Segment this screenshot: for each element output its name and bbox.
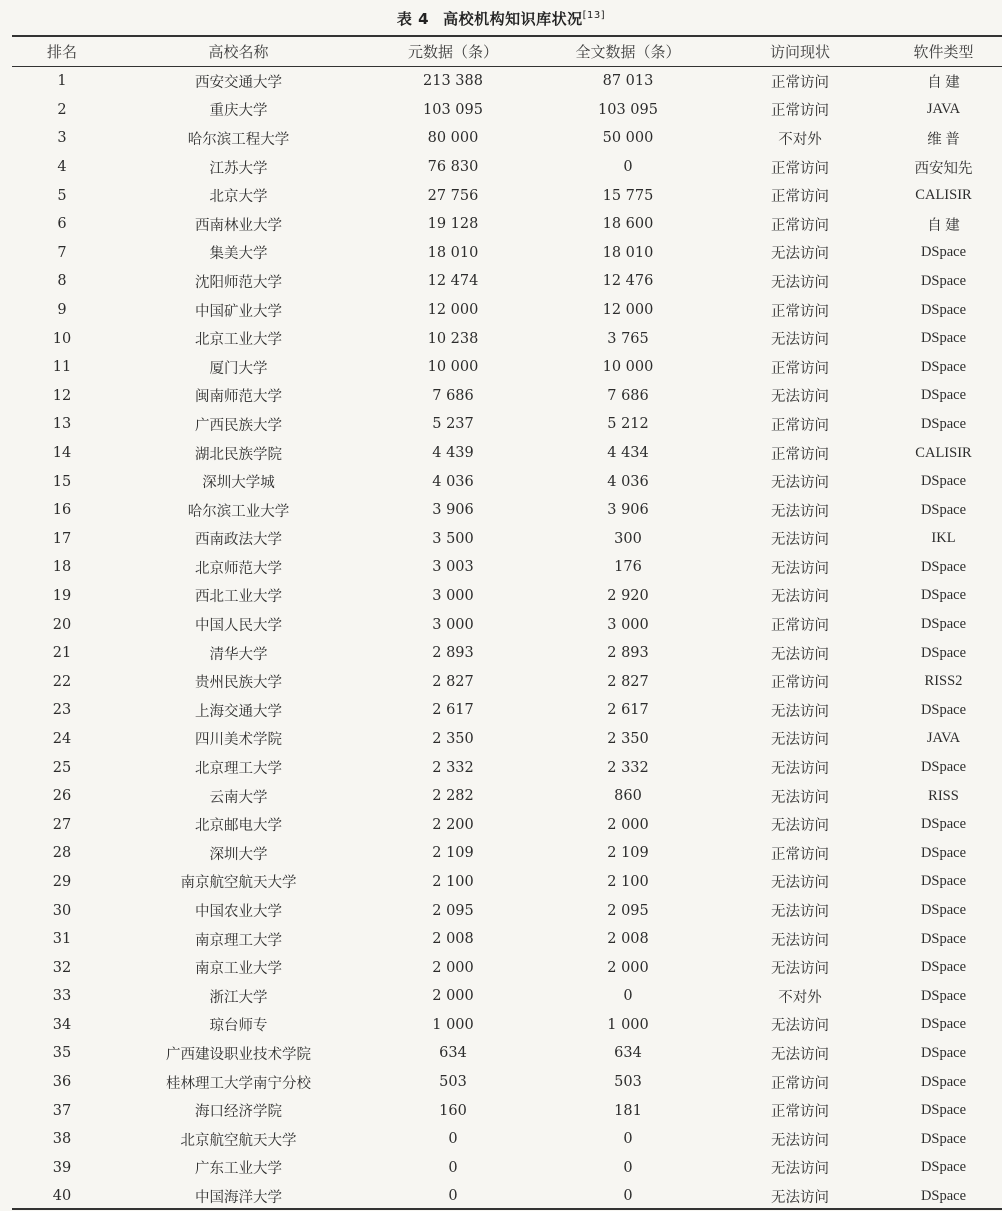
- software-type-cell: DSpace: [920, 501, 967, 518]
- rank-cell: 35: [52, 1045, 72, 1062]
- fulltext-count-cell: 12 476: [602, 273, 654, 290]
- metadata-count-cell: 634: [439, 1045, 467, 1062]
- metadata-count-cell: 80 000: [427, 130, 479, 147]
- table-row: [12, 810, 1002, 839]
- fulltext-count-cell: 18 010: [602, 244, 654, 261]
- table-row: [12, 1068, 1002, 1097]
- university-cell: 北京师范大学: [195, 560, 282, 577]
- table-header: [12, 37, 1002, 66]
- fulltext-count-cell: 503: [614, 1074, 642, 1091]
- metadata-count-cell: 2 095: [432, 902, 474, 919]
- university-cell: 北京航空航天大学: [180, 1132, 297, 1149]
- access-status-cell: 无法访问: [771, 1161, 829, 1178]
- access-status-cell: 正常访问: [771, 846, 829, 863]
- access-status-cell: 无法访问: [771, 875, 829, 892]
- column-header-university: 高校名称: [208, 43, 269, 61]
- metadata-count-cell: 160: [439, 1102, 467, 1119]
- access-status-cell: 正常访问: [771, 417, 829, 434]
- table-row: [12, 1154, 1002, 1183]
- fulltext-count-cell: 2 100: [607, 873, 649, 890]
- fulltext-count-cell: 2 008: [607, 931, 649, 948]
- university-cell: 闽南师范大学: [195, 389, 282, 406]
- fulltext-count-cell: 634: [614, 1045, 642, 1062]
- access-status-cell: 正常访问: [771, 74, 829, 91]
- fulltext-count-cell: 2 920: [607, 587, 649, 604]
- metadata-count-cell: 76 830: [427, 159, 479, 176]
- software-type-cell: DSpace: [920, 930, 967, 947]
- metadata-count-cell: 2 200: [432, 816, 474, 833]
- access-status-cell: 正常访问: [771, 618, 829, 635]
- access-status-cell: 无法访问: [771, 532, 829, 549]
- metadata-count-cell: 3 906: [432, 502, 474, 519]
- access-status-cell: 正常访问: [771, 217, 829, 234]
- access-status-cell: 不对外: [778, 989, 822, 1006]
- access-status-cell: 无法访问: [771, 646, 829, 663]
- table-row: [12, 353, 1002, 382]
- access-status-cell: 正常访问: [771, 160, 829, 177]
- software-type-cell: DSpace: [920, 358, 967, 375]
- rank-cell: 26: [52, 788, 72, 805]
- fulltext-count-cell: 3 765: [607, 330, 649, 347]
- metadata-count-cell: 4 036: [432, 473, 474, 490]
- software-type-cell: CALISIR: [915, 187, 972, 204]
- fulltext-count-cell: 2 827: [607, 673, 649, 690]
- table-number: 表 4: [396, 10, 430, 28]
- university-cell: 清华大学: [209, 646, 268, 663]
- fulltext-count-cell: 0: [623, 1131, 633, 1148]
- fulltext-count-cell: 1 000: [607, 1016, 649, 1033]
- fulltext-count-cell: 0: [623, 1159, 633, 1176]
- rank-cell: 10: [52, 330, 72, 347]
- university-cell: 北京理工大学: [195, 761, 282, 778]
- metadata-count-cell: 4 439: [432, 445, 474, 462]
- university-cell: 广西建设职业技术学院: [166, 1046, 311, 1063]
- access-status-cell: 正常访问: [771, 103, 829, 120]
- table-row: [12, 324, 1002, 353]
- table-row: [12, 1182, 1002, 1211]
- column-header-access: 访问现状: [769, 43, 830, 61]
- table-row: [12, 210, 1002, 239]
- table-body: [12, 66, 1002, 1211]
- access-status-cell: 无法访问: [771, 389, 829, 406]
- access-status-cell: 无法访问: [771, 274, 829, 291]
- column-header-software: 软件类型: [913, 43, 974, 61]
- metadata-count-cell: 10 000: [427, 359, 479, 376]
- fulltext-count-cell: 15 775: [602, 187, 654, 204]
- fulltext-count-cell: 0: [623, 159, 633, 176]
- fulltext-count-cell: 2 095: [607, 902, 649, 919]
- access-status-cell: 无法访问: [771, 332, 829, 349]
- metadata-count-cell: 2 100: [432, 873, 474, 890]
- fulltext-count-cell: 2 350: [607, 730, 649, 747]
- access-status-cell: 无法访问: [771, 503, 829, 520]
- table-row: [12, 982, 1002, 1011]
- rank-cell: 15: [52, 473, 72, 490]
- table-row: [12, 1039, 1002, 1068]
- rank-cell: 28: [52, 845, 72, 862]
- table-row: [12, 1096, 1002, 1125]
- table-row: [12, 868, 1002, 897]
- table-row: [12, 1125, 1002, 1154]
- software-type-cell: IKL: [931, 530, 956, 547]
- access-status-cell: 无法访问: [771, 475, 829, 492]
- rank-cell: 8: [57, 273, 67, 290]
- fulltext-count-cell: 2 109: [607, 845, 649, 862]
- university-cell: 深圳大学: [209, 846, 268, 863]
- university-cell: 江苏大学: [209, 160, 268, 177]
- rank-cell: 19: [52, 587, 72, 604]
- access-status-cell: 无法访问: [771, 761, 829, 778]
- citation-ref: [13]: [582, 10, 606, 21]
- header-row: [12, 37, 1002, 66]
- metadata-count-cell: 0: [448, 1131, 458, 1148]
- university-cell: 西北工业大学: [195, 589, 282, 606]
- table-row: [12, 1011, 1002, 1040]
- metadata-count-cell: 19 128: [427, 216, 479, 233]
- table-row: [12, 753, 1002, 782]
- university-cell: 西南政法大学: [195, 532, 282, 549]
- rank-cell: 38: [52, 1131, 72, 1148]
- metadata-count-cell: 213 388: [423, 73, 483, 90]
- rank-cell: 6: [57, 216, 67, 233]
- access-status-cell: 无法访问: [771, 589, 829, 606]
- fulltext-count-cell: 3 906: [607, 502, 649, 519]
- access-status-cell: 无法访问: [771, 932, 829, 949]
- university-cell: 云南大学: [209, 789, 268, 806]
- fulltext-count-cell: 0: [623, 988, 633, 1005]
- fulltext-count-cell: 300: [614, 530, 642, 547]
- software-type-cell: 自 建: [927, 74, 960, 91]
- rank-cell: 30: [52, 902, 72, 919]
- metadata-count-cell: 2 893: [432, 645, 474, 662]
- rank-cell: 18: [52, 559, 72, 576]
- software-type-cell: RISS: [928, 787, 959, 804]
- metadata-count-cell: 103 095: [423, 101, 483, 118]
- access-status-cell: 无法访问: [771, 961, 829, 978]
- table-row: [12, 296, 1002, 325]
- software-type-cell: DSpace: [920, 644, 967, 661]
- fulltext-count-cell: 2 000: [607, 816, 649, 833]
- table-row: [12, 525, 1002, 554]
- access-status-cell: 正常访问: [771, 1104, 829, 1121]
- university-cell: 哈尔滨工程大学: [187, 131, 290, 148]
- access-status-cell: 正常访问: [771, 360, 829, 377]
- university-cell: 上海交通大学: [195, 703, 282, 720]
- table-title: 高校机构知识库状况: [443, 10, 583, 28]
- access-status-cell: 无法访问: [771, 1046, 829, 1063]
- software-type-cell: DSpace: [920, 616, 967, 633]
- rank-cell: 5: [57, 187, 67, 204]
- fulltext-count-cell: 4 036: [607, 473, 649, 490]
- metadata-count-cell: 12 474: [427, 273, 479, 290]
- metadata-count-cell: 18 010: [427, 244, 479, 261]
- access-status-cell: 无法访问: [771, 904, 829, 921]
- table-row: [12, 410, 1002, 439]
- metadata-count-cell: 2 008: [432, 931, 474, 948]
- fulltext-count-cell: 5 212: [607, 416, 649, 433]
- access-status-cell: 正常访问: [771, 1075, 829, 1092]
- rank-cell: 11: [52, 359, 72, 376]
- table-row: [12, 953, 1002, 982]
- metadata-count-cell: 2 000: [432, 988, 474, 1005]
- table-row: [12, 153, 1002, 182]
- rank-cell: 3: [57, 130, 67, 147]
- access-status-cell: 无法访问: [771, 1189, 829, 1206]
- university-cell: 贵州民族大学: [195, 675, 282, 692]
- university-cell: 深圳大学城: [202, 475, 275, 492]
- access-status-cell: 不对外: [778, 131, 822, 148]
- rank-cell: 14: [52, 445, 72, 462]
- table-row: [12, 239, 1002, 268]
- metadata-count-cell: 27 756: [427, 187, 479, 204]
- table-row: [12, 467, 1002, 496]
- software-type-cell: DSpace: [920, 1044, 967, 1061]
- rank-cell: 23: [52, 702, 72, 719]
- table-row: [12, 267, 1002, 296]
- university-cell: 西安交通大学: [195, 74, 282, 91]
- software-type-cell: DSpace: [920, 902, 967, 919]
- table-caption: [0, 8, 1002, 29]
- software-type-cell: DSpace: [920, 587, 967, 604]
- table-row: [12, 582, 1002, 611]
- metadata-count-cell: 12 000: [427, 302, 479, 319]
- access-status-cell: 无法访问: [771, 732, 829, 749]
- fulltext-count-cell: 3 000: [607, 616, 649, 633]
- university-cell: 厦门大学: [209, 360, 268, 377]
- software-type-cell: DSpace: [920, 558, 967, 575]
- metadata-count-cell: 2 109: [432, 845, 474, 862]
- metadata-count-cell: 3 500: [432, 530, 474, 547]
- metadata-count-cell: 2 350: [432, 730, 474, 747]
- metadata-count-cell: 2 827: [432, 673, 474, 690]
- software-type-cell: DSpace: [920, 330, 967, 347]
- software-type-cell: DSpace: [920, 844, 967, 861]
- university-cell: 中国矿业大学: [195, 303, 282, 320]
- software-type-cell: 维 普: [927, 131, 960, 148]
- university-cell: 北京大学: [209, 189, 268, 206]
- university-cell: 南京工业大学: [195, 961, 282, 978]
- table-row: [12, 839, 1002, 868]
- software-type-cell: DSpace: [920, 1130, 967, 1147]
- table-row: [12, 553, 1002, 582]
- table-row: [12, 96, 1002, 125]
- access-status-cell: 正常访问: [771, 675, 829, 692]
- metadata-count-cell: 3 003: [432, 559, 474, 576]
- software-type-cell: DSpace: [920, 387, 967, 404]
- rank-cell: 12: [52, 387, 72, 404]
- rank-cell: 2: [57, 101, 67, 118]
- rank-cell: 40: [52, 1188, 72, 1205]
- fulltext-count-cell: 2 000: [607, 959, 649, 976]
- metadata-count-cell: 7 686: [432, 387, 474, 404]
- university-cell: 广东工业大学: [195, 1161, 282, 1178]
- fulltext-count-cell: 181: [614, 1102, 642, 1119]
- software-type-cell: DSpace: [920, 272, 967, 289]
- software-type-cell: DSpace: [920, 1016, 967, 1033]
- university-cell: 中国人民大学: [195, 618, 282, 635]
- access-status-cell: 无法访问: [771, 818, 829, 835]
- fulltext-count-cell: 10 000: [602, 359, 654, 376]
- fulltext-count-cell: 103 095: [598, 101, 658, 118]
- rank-cell: 27: [52, 816, 72, 833]
- metadata-count-cell: 503: [439, 1074, 467, 1091]
- table-row: [12, 696, 1002, 725]
- university-cell: 重庆大学: [209, 103, 268, 120]
- rank-cell: 21: [52, 645, 72, 662]
- metadata-count-cell: 2 617: [432, 702, 474, 719]
- rank-cell: 17: [52, 530, 72, 547]
- software-type-cell: 西安知先: [914, 160, 973, 177]
- software-type-cell: DSpace: [920, 959, 967, 976]
- university-cell: 广西民族大学: [195, 417, 282, 434]
- rank-cell: 36: [52, 1074, 72, 1091]
- university-cell: 浙江大学: [209, 989, 268, 1006]
- fulltext-count-cell: 0: [623, 1188, 633, 1205]
- access-status-cell: 无法访问: [771, 1018, 829, 1035]
- table-row: [12, 725, 1002, 754]
- university-cell: 沈阳师范大学: [195, 274, 282, 291]
- column-header-fulltext: 全文数据（条）: [575, 43, 681, 61]
- university-cell: 四川美术学院: [195, 732, 282, 749]
- university-cell: 海口经济学院: [195, 1104, 282, 1121]
- software-type-cell: DSpace: [920, 759, 967, 776]
- access-status-cell: 无法访问: [771, 703, 829, 720]
- metadata-count-cell: 3 000: [432, 616, 474, 633]
- table-row: [12, 66, 1002, 96]
- software-type-cell: JAVA: [926, 730, 961, 747]
- university-cell: 湖北民族学院: [195, 446, 282, 463]
- column-header-metadata: 元数据（条）: [407, 43, 498, 61]
- rank-cell: 1: [57, 73, 67, 90]
- software-type-cell: DSpace: [920, 816, 967, 833]
- access-status-cell: 无法访问: [771, 560, 829, 577]
- rank-cell: 25: [52, 759, 72, 776]
- access-status-cell: 正常访问: [771, 446, 829, 463]
- software-type-cell: CALISIR: [915, 444, 972, 461]
- table-row: [12, 782, 1002, 811]
- table-row: [12, 667, 1002, 696]
- software-type-cell: DSpace: [920, 1187, 967, 1204]
- rank-cell: 32: [52, 959, 72, 976]
- software-type-cell: DSpace: [920, 301, 967, 318]
- university-cell: 集美大学: [209, 246, 268, 263]
- university-cell: 北京邮电大学: [195, 818, 282, 835]
- rank-cell: 22: [52, 673, 72, 690]
- software-type-cell: DSpace: [920, 473, 967, 490]
- software-type-cell: 自 建: [927, 217, 960, 234]
- access-status-cell: 无法访问: [771, 246, 829, 263]
- access-status-cell: 正常访问: [771, 303, 829, 320]
- table-row: [12, 181, 1002, 210]
- rank-cell: 24: [52, 730, 72, 747]
- software-type-cell: DSpace: [920, 873, 967, 890]
- university-cell: 琼台师专: [209, 1018, 268, 1035]
- metadata-count-cell: 5 237: [432, 416, 474, 433]
- table-row: [12, 639, 1002, 668]
- rank-cell: 20: [52, 616, 72, 633]
- table-row: [12, 925, 1002, 954]
- fulltext-count-cell: 2 617: [607, 702, 649, 719]
- table-row: [12, 124, 1002, 153]
- software-type-cell: DSpace: [920, 244, 967, 261]
- university-cell: 北京工业大学: [195, 332, 282, 349]
- metadata-count-cell: 2 282: [432, 788, 474, 805]
- fulltext-count-cell: 7 686: [607, 387, 649, 404]
- software-type-cell: DSpace: [920, 1102, 967, 1119]
- rank-cell: 13: [52, 416, 72, 433]
- university-cell: 南京航空航天大学: [180, 875, 297, 892]
- rank-cell: 37: [52, 1102, 72, 1119]
- rank-cell: 9: [57, 302, 67, 319]
- rank-cell: 34: [52, 1016, 72, 1033]
- fulltext-count-cell: 50 000: [602, 130, 654, 147]
- fulltext-count-cell: 18 600: [602, 216, 654, 233]
- column-header-rank: 排名: [46, 43, 77, 61]
- software-type-cell: DSpace: [920, 1159, 967, 1176]
- metadata-count-cell: 3 000: [432, 587, 474, 604]
- software-type-cell: DSpace: [920, 701, 967, 718]
- university-cell: 桂林理工大学南宁分校: [166, 1075, 311, 1092]
- fulltext-count-cell: 4 434: [607, 445, 649, 462]
- access-status-cell: 无法访问: [771, 789, 829, 806]
- fulltext-count-cell: 176: [614, 559, 642, 576]
- access-status-cell: 无法访问: [771, 1132, 829, 1149]
- software-type-cell: JAVA: [926, 101, 961, 118]
- university-cell: 南京理工大学: [195, 932, 282, 949]
- rank-cell: 16: [52, 502, 72, 519]
- university-cell: 中国农业大学: [195, 904, 282, 921]
- metadata-count-cell: 1 000: [432, 1016, 474, 1033]
- table-row: [12, 439, 1002, 468]
- rank-cell: 39: [52, 1159, 72, 1176]
- software-type-cell: DSpace: [920, 415, 967, 432]
- fulltext-count-cell: 87 013: [602, 73, 654, 90]
- table-row: [12, 610, 1002, 639]
- access-status-cell: 正常访问: [771, 189, 829, 206]
- university-cell: 中国海洋大学: [195, 1189, 282, 1206]
- rank-cell: 31: [52, 931, 72, 948]
- fulltext-count-cell: 2 332: [607, 759, 649, 776]
- table-row: [12, 896, 1002, 925]
- metadata-count-cell: 2 332: [432, 759, 474, 776]
- rank-cell: 33: [52, 988, 72, 1005]
- university-cell: 哈尔滨工业大学: [187, 503, 290, 520]
- table-row: [12, 496, 1002, 525]
- repository-table: [12, 37, 1002, 1211]
- software-type-cell: DSpace: [920, 1073, 967, 1090]
- metadata-count-cell: 0: [448, 1159, 458, 1176]
- university-cell: 西南林业大学: [195, 217, 282, 234]
- fulltext-count-cell: 12 000: [602, 302, 654, 319]
- metadata-count-cell: 0: [448, 1188, 458, 1205]
- fulltext-count-cell: 2 893: [607, 645, 649, 662]
- rank-cell: 29: [52, 873, 72, 890]
- rank-cell: 7: [57, 244, 67, 261]
- rank-cell: 4: [57, 159, 67, 176]
- table-row: [12, 382, 1002, 411]
- metadata-count-cell: 2 000: [432, 959, 474, 976]
- software-type-cell: DSpace: [920, 987, 967, 1004]
- software-type-cell: RISS2: [924, 673, 963, 690]
- metadata-count-cell: 10 238: [427, 330, 479, 347]
- fulltext-count-cell: 860: [614, 788, 642, 805]
